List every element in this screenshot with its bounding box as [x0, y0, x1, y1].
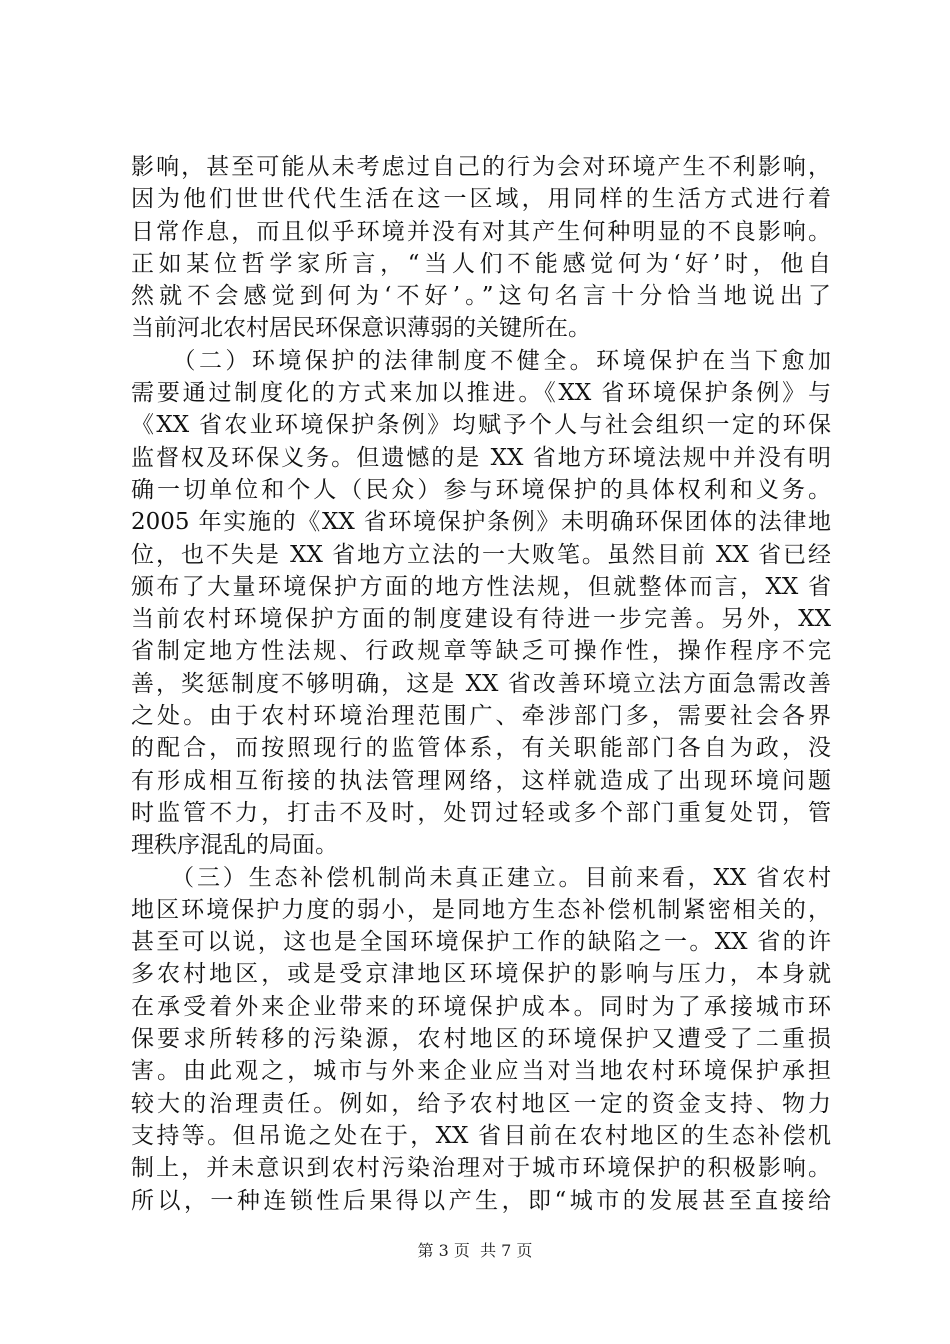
text-line: 监督权及环保义务。但遗憾的是 XX 省地方环境法规中并没有明	[131, 444, 831, 471]
text-line: 位，也不失是 XX 省地方立法的一大败笔。虽然目前 XX 省已经	[131, 541, 831, 568]
text-line: 当前农村环境保护方面的制度建设有待进一步完善。另外，XX	[131, 606, 831, 633]
text-line: 《XX 省农业环境保护条例》均赋予个人与社会组织一定的环保	[131, 412, 831, 439]
text-line: 支持等。但吊诡之处在于，XX 省目前在农村地区的生态补偿机	[131, 1122, 831, 1149]
text-line: 2005 年实施的《XX 省环境保护条例》未明确环保团体的法律地	[131, 509, 831, 536]
text-line: 之处。由于农村环境治理范围广、牵涉部门多，需要社会各界	[131, 703, 831, 730]
text-line: 需要通过制度化的方式来加以推进。《XX 省环境保护条例》与	[131, 380, 831, 407]
text-line: 地区环境保护力度的弱小，是同地方生态补偿机制紧密相关的，	[131, 896, 831, 923]
text-line: 保要求所转移的污染源，农村地区的环境保护又遭受了二重损	[131, 1026, 831, 1053]
page-number-label: 第 3 页 共 7 页	[417, 1241, 533, 1260]
text-line: 日常作息，而且似乎环境并没有对其产生何种明显的不良影响。	[131, 218, 831, 245]
text-line: 理秩序混乱的局面。	[131, 832, 338, 859]
text-line: 较大的治理责任。例如，给予农村地区一定的资金支持、物力	[131, 1090, 831, 1117]
text-line: 多农村地区，或是受京津地区环境保护的影响与压力，本身就	[131, 961, 831, 988]
text-line: 然就不会感觉到何为‘不好’。”这句名言十分恰当地说出了	[131, 283, 831, 310]
text-line: 正如某位哲学家所言，“当人们不能感觉何为‘好’时，他自	[131, 250, 831, 277]
text-line: 时监管不力，打击不及时，处罚过轻或多个部门重复处罚，管	[131, 799, 831, 826]
text-line: 在承受着外来企业带来的环境保护成本。同时为了承接城市环	[131, 993, 831, 1020]
text-line: 确一切单位和个人（民众）参与环境保护的具体权利和义务。	[131, 476, 831, 503]
text-line: 因为他们世世代代生活在这一区域，用同样的生活方式进行着	[131, 186, 831, 213]
text-line: 善，奖惩制度不够明确，这是 XX 省改善环境立法方面急需改善	[131, 670, 831, 697]
text-line: 颁布了大量环境保护方面的地方性法规，但就整体而言，XX 省	[131, 573, 831, 600]
text-line: （三）生态补偿机制尚未真正建立。目前来看，XX 省农村	[131, 864, 831, 891]
text-line: 制上，并未意识到农村污染治理对于城市环境保护的积极影响。	[131, 1155, 831, 1182]
text-line: 省制定地方性法规、行政规章等缺乏可操作性，操作程序不完	[131, 638, 831, 665]
text-line: 影响，甚至可能从未考虑过自己的行为会对环境产生不利影响，	[131, 154, 831, 180]
document-body	[131, 151, 831, 1217]
text-line: 当前河北农村居民环保意识薄弱的关键所在。	[131, 315, 591, 342]
text-line: 害。由此观之，城市与外来企业应当对当地农村环境保护承担	[131, 1058, 831, 1085]
page-footer	[0, 1240, 950, 1262]
text-line: （二）环境保护的法律制度不健全。环境保护在当下愈加	[131, 347, 831, 374]
text-line: 甚至可以说，这也是全国环境保护工作的缺陷之一。XX 省的许	[131, 929, 831, 956]
text-line: 有形成相互衔接的执法管理网络，这样就造成了出现环境问题	[131, 767, 831, 794]
text-line: 所以，一种连锁性后果得以产生，即“城市的发展甚至直接给	[131, 1187, 831, 1214]
text-line: 的配合，而按照现行的监管体系，有关职能部门各自为政，没	[131, 735, 831, 762]
